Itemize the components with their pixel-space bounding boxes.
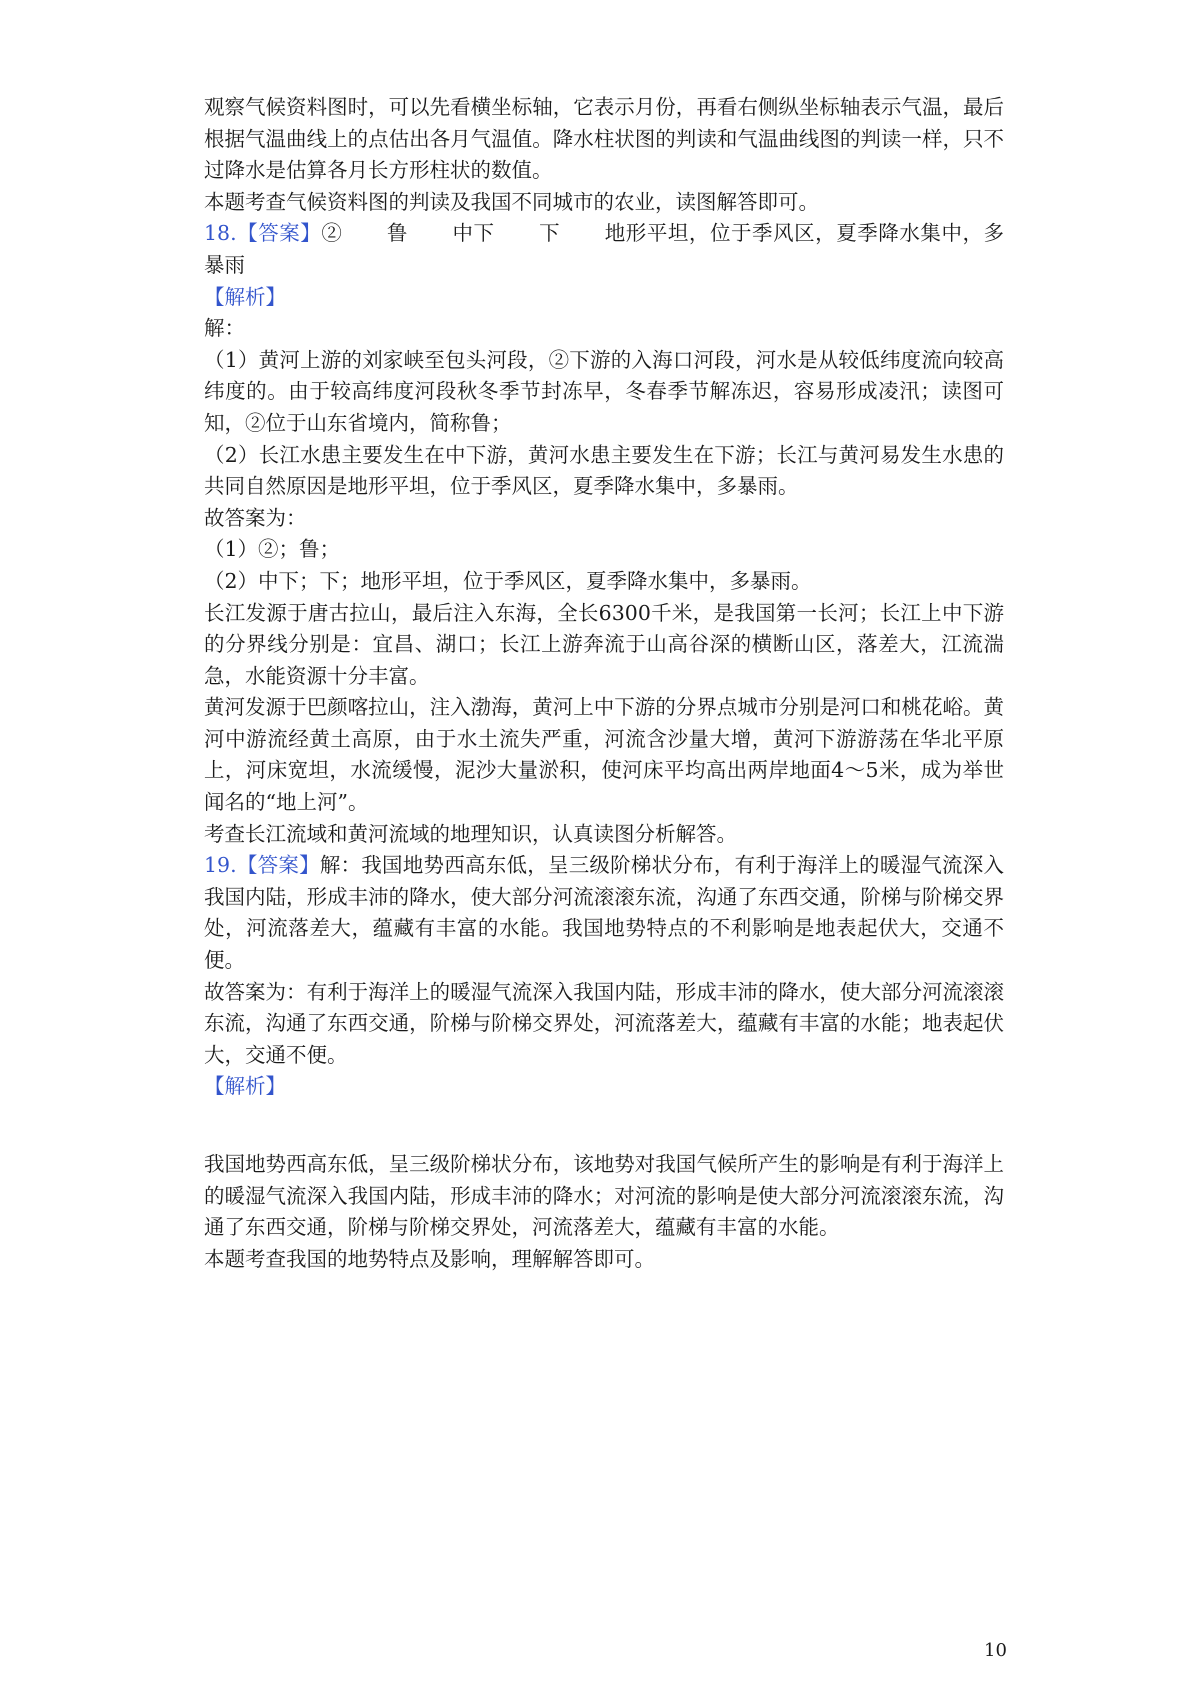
q19-paragraph-3: 本题考查我国的地势特点及影响，理解解答即可。 xyxy=(204,1246,655,1271)
q18-paragraph-7: 黄河发源于巴颜喀拉山，注入渤海，黄河上中下游的分界点城市分别是河口和桃花峪。黄河中游流经黄土高原，由于水土流失严重，河流含沙量大增，黄河下游游荡在华北平原上，河床宽坦，水流缓慢，泥沙大量淤积，使河床平均高出两岸地面4～5米，成为举世闻名的“地上河”。 xyxy=(204,695,1004,815)
q18-paragraph-6: 长江发源于唐古拉山，最后注入东海，全长6300千米，是我国第一长河；长江上中下游的分界线分别是：宜昌、湖口；长江上游奔流于山高谷深的横断山区，落差大，江流湍急，水能资源十分丰富。 xyxy=(204,600,1004,688)
q18-paragraph-4: （1）②；鲁； xyxy=(204,537,341,562)
q19-answer-tag: 【答案】 xyxy=(236,853,320,878)
q18-answer-5: 地形平坦，位于季风区，夏季降水集中，多暴雨 xyxy=(204,221,1005,277)
q18-answer-4: 下 xyxy=(538,221,561,246)
q18-paragraph-3: 故答案为： xyxy=(204,505,307,530)
blank-gap xyxy=(204,1103,1004,1149)
q18-paragraph-8: 考查长江流域和黄河流域的地理知识，认真读图分析解答。 xyxy=(204,821,737,846)
page-number: 10 xyxy=(984,1640,1007,1661)
q18-paragraph-5: （2）中下；下；地形平坦，位于季风区，夏季降水集中，多暴雨。 xyxy=(204,568,812,593)
q18-answer-1: ② xyxy=(321,221,343,246)
q18-answer-2: 鲁 xyxy=(386,221,408,246)
q18-analysis-tag: 【解析】 xyxy=(204,284,286,309)
q19-answer-paragraph xyxy=(204,850,1004,976)
q18-number: 18. xyxy=(204,221,237,246)
q19-paragraph-1: 故答案为：有利于海洋上的暖湿气流深入我国内陆，形成丰沛的降水，使大部分河流滚滚东流，沟通了东西交通，阶梯与阶梯交界处，河流落差大，蕴藏有丰富的水能；地表起伏大，交通不便。 xyxy=(204,979,1004,1067)
q18-jie: 解： xyxy=(204,316,245,341)
q19-answer-text: 解：我国地势西高东低，呈三级阶梯状分布，有利于海洋上的暖湿气流深入我国内陆，形成丰沛的降水，使大部分河流滚滚东流，沟通了东西交通，阶梯与阶梯交界处，河流落差大，蕴藏有丰富的水能。我国地势特点的不利影响是地表起伏大，交通不便。 xyxy=(204,853,1004,973)
document-body xyxy=(204,92,1004,1275)
q18-answer-tag: 【答案】 xyxy=(236,221,322,246)
q19-paragraph-2: 我国地势西高东低，呈三级阶梯状分布，该地势对我国气候所产生的影响是有利于海洋上的暖湿气流深入我国内陆，形成丰沛的降水；对河流的影响是使大部分河流滚滚东流，沟通了东西交通，阶梯与阶梯交界处，河流落差大，蕴藏有丰富的水能。 xyxy=(204,1152,1004,1240)
q18-answer-3: 中下 xyxy=(451,221,495,246)
q19-number: 19. xyxy=(204,853,237,878)
q18-paragraph-1: （1）黄河上游的刘家峡至包头河段，②下游的入海口河段，河水是从较低纬度流向较高纬度的。由于较高纬度河段秋冬季节封冻早，冬春季节解冻迟，容易形成凌汛；读图可知，②位于山东省境内，简称鲁； xyxy=(204,347,1004,435)
q18-answer-line xyxy=(204,218,1004,281)
q18-paragraph-2: （2）长江水患主要发生在中下游，黄河水患主要发生在下游；长江与黄河易发生水患的共同自然原因是地形平坦，位于季风区，夏季降水集中，多暴雨。 xyxy=(204,442,1004,499)
q19-analysis-tag: 【解析】 xyxy=(204,1074,286,1099)
intro-paragraph-1: 观察气候资料图时，可以先看横坐标轴，它表示月份，再看右侧纵坐标轴表示气温，最后根据气温曲线上的点估出各月气温值。降水柱状图的判读和气温曲线图的判读一样，只不过降水是估算各月长方形柱状的数值。 xyxy=(204,95,1004,183)
intro-paragraph-2: 本题考查气候资料图的判读及我国不同城市的农业，读图解答即可。 xyxy=(204,189,819,214)
